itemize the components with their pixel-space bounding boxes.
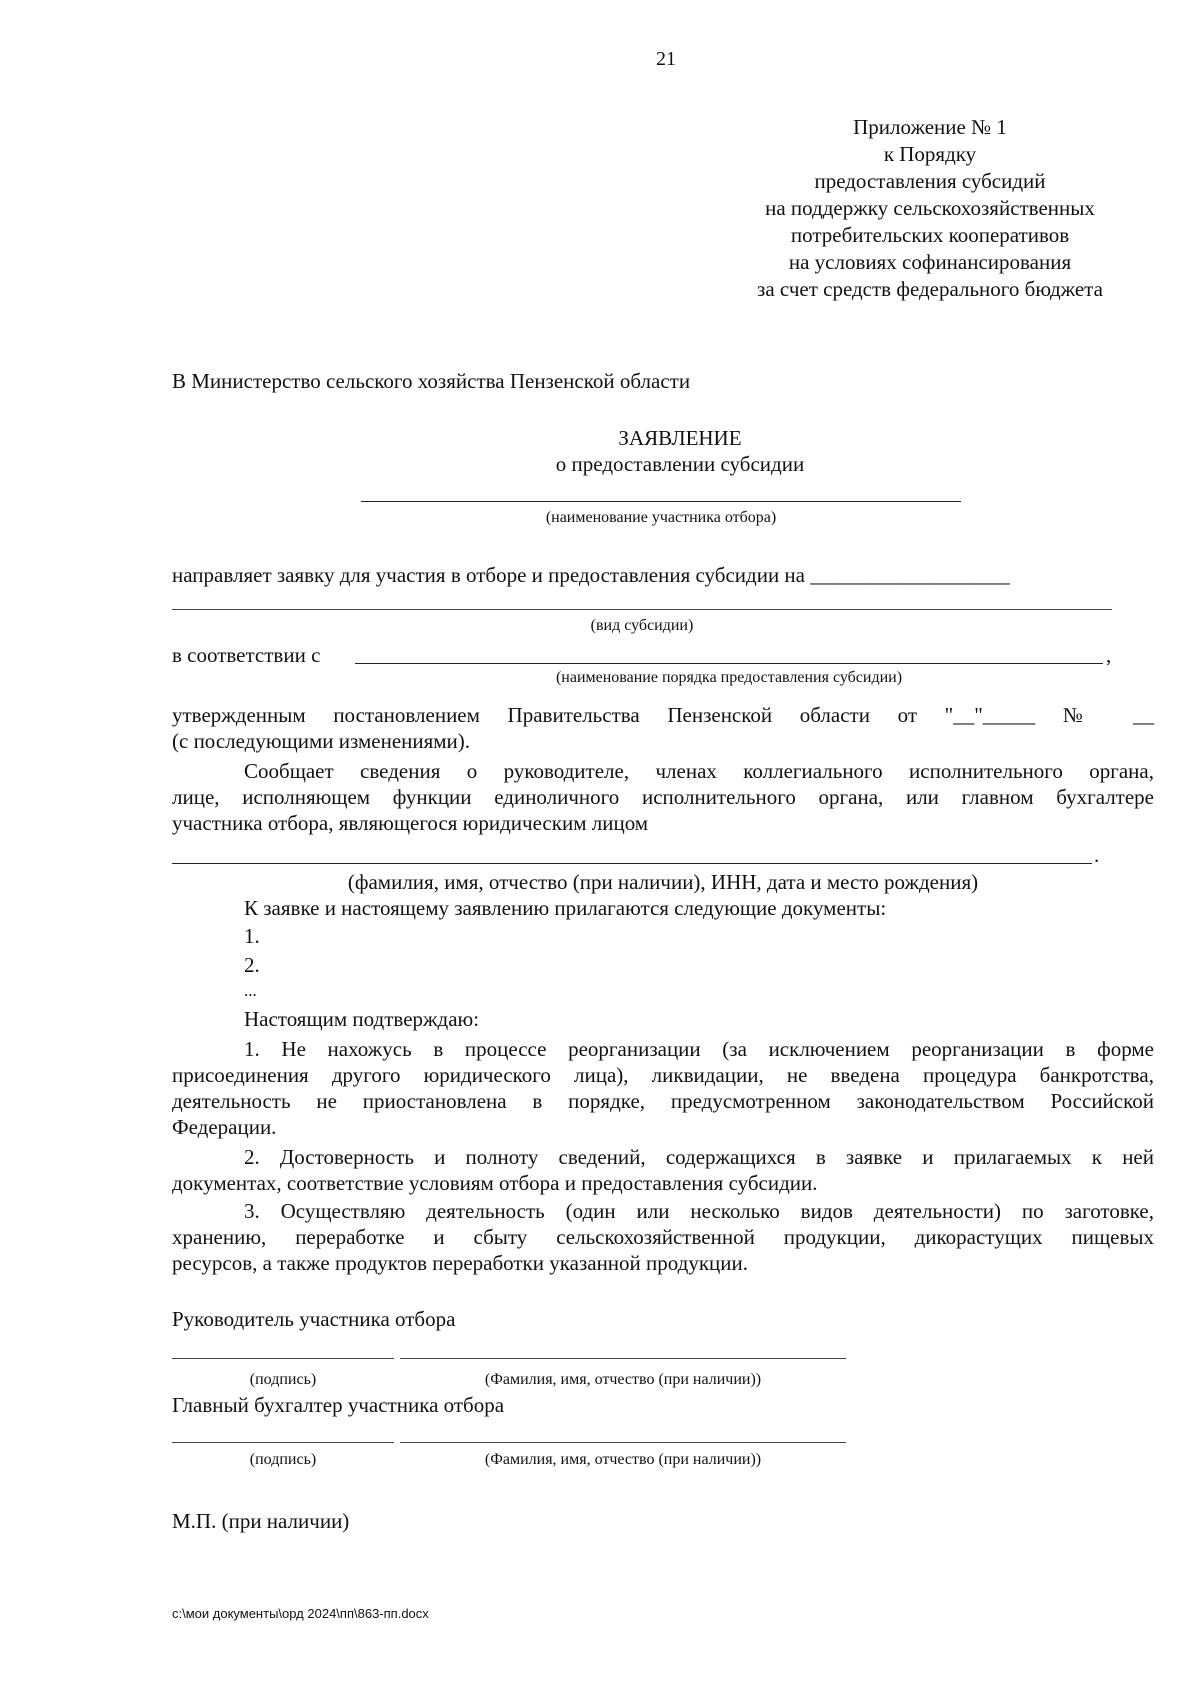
reports-line: Сообщает сведения о руководителе, членах коллегиального исполнительного органа, (244, 759, 1154, 783)
subsidy-type-field (172, 609, 1112, 610)
appendix-line: на поддержку сельскохозяйственных (765, 196, 1095, 220)
form-subtitle: о предоставлении субсидии (555, 452, 805, 476)
appendix-line: Приложение № 1 (853, 115, 1007, 139)
confirm-line: 3. Осуществляю деятельность (один или несколько видов деятельности) по заготовке, (244, 1199, 1154, 1223)
appendix-block (720, 114, 1140, 303)
attach-item: ... (244, 981, 257, 1000)
confirm-intro: Настоящим подтверждаю: (244, 1007, 480, 1031)
confirm-item-3 (172, 1198, 1154, 1276)
form-title: ЗАЯВЛЕНИЕ (618, 426, 742, 450)
confirm-line: деятельность не приостановлена в порядке, предусмотренном законодательством Российской (172, 1089, 1154, 1113)
attach-item: 1. (244, 924, 260, 948)
head-label: Руководитель участника отбора (172, 1307, 456, 1331)
attach-item: 2. (244, 953, 260, 977)
participant-name-field (361, 501, 961, 502)
accountant-label: Главный бухгалтер участника отбора (172, 1393, 505, 1417)
approved-line: утвержденным постановлением Правительства Пензенской области от "__"_____ № __ (172, 703, 1154, 727)
confirm-line: документах, соответствие условиям отбора и предоставления субсидии. (172, 1171, 818, 1195)
sends-line: направляет заявку для участия в отборе и предоставления субсидии на ___________________ (172, 563, 1010, 587)
confirm-line: 2. Достоверность и полноту сведений, содержащихся в заявке и прилагаемых к ней (244, 1145, 1154, 1169)
accountant-fio-field (400, 1442, 846, 1443)
appendix-line: предоставления субсидий (814, 169, 1046, 193)
accountant-fio-caption: (Фамилия, имя, отчество (при наличии)) (484, 1451, 762, 1468)
confirm-item-2 (172, 1144, 1154, 1196)
head-fio-field (400, 1358, 846, 1359)
procedure-caption: (наименование порядка предоставления субсидии) (555, 669, 903, 686)
page-number: 21 (656, 48, 676, 70)
participant-caption: (наименование участника отбора) (545, 509, 777, 526)
reports-paragraph (172, 758, 1154, 836)
person-field-period: . (1094, 843, 1100, 867)
appendix-line: потребительских кооперативов (790, 223, 1070, 247)
procedure-field (355, 663, 1103, 664)
confirm-line: ресурсов, а также продуктов переработки указанной продукции. (172, 1251, 749, 1275)
head-signature-caption: (подпись) (249, 1371, 317, 1388)
accountant-signature-field (172, 1442, 394, 1443)
approved-paragraph (172, 702, 1154, 754)
confirm-line: присоединения другого юридического лица), ликвидации, не введена процедура банкротства, (172, 1063, 1154, 1087)
addressee: В Министерство сельского хозяйства Пензенской области (172, 369, 691, 393)
approved-line: (с последующими изменениями). (172, 729, 471, 753)
person-caption: (фамилия, имя, отчество (при наличии), ИНН, дата и место рождения) (347, 870, 979, 894)
confirm-line: 1. Не нахожусь в процессе реорганизации (за исключением реорганизации в форме (244, 1037, 1154, 1061)
stamp-label: М.П. (при наличии) (172, 1509, 350, 1533)
confirm-item-1 (172, 1036, 1154, 1140)
appendix-line: на условиях софинансирования (788, 250, 1072, 274)
attach-intro: К заявке и настоящему заявлению прилагаются следующие документы: (244, 896, 887, 920)
accordance-prefix: в соответствии с (172, 643, 321, 667)
confirm-line: Федерации. (172, 1115, 277, 1139)
reports-line: лице, исполняющем функции единоличного исполнительного органа, или главном бухгалтере (172, 785, 1154, 809)
file-path-footer: c:\мои документы\орд 2024\пп\863-пп.docx (172, 1606, 429, 1621)
appendix-line: за счет средств федерального бюджета (757, 277, 1103, 301)
reports-line: участника отбора, являющегося юридическим лицом (172, 811, 649, 835)
appendix-line: к Порядку (883, 142, 977, 166)
person-field (172, 863, 1092, 864)
head-fio-caption: (Фамилия, имя, отчество (при наличии)) (484, 1371, 762, 1388)
head-signature-field (172, 1358, 394, 1359)
accountant-signature-caption: (подпись) (249, 1451, 317, 1468)
accordance-comma: , (1106, 643, 1112, 667)
subsidy-type-caption: (вид субсидии) (590, 617, 694, 634)
confirm-line: хранению, переработке и сбыту сельскохозяйственной продукции, дикорастущих пищевых (172, 1225, 1154, 1249)
